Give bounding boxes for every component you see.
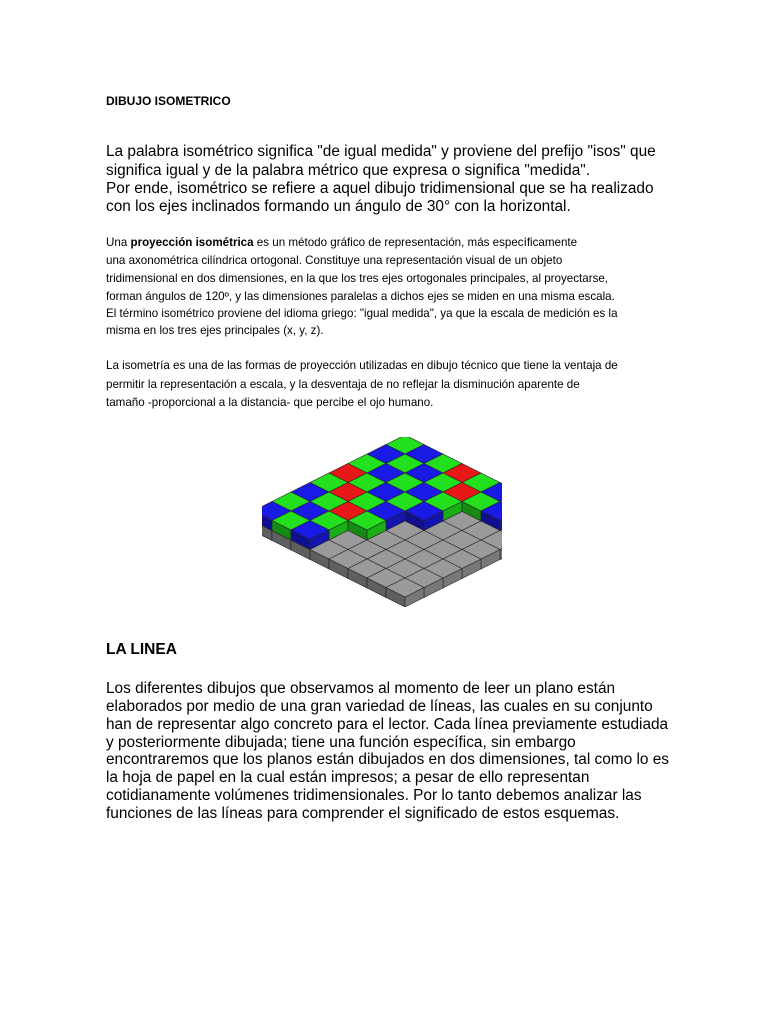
- section-line-6: la hoja de papel en la cual están impresos; a pesar de ello representan: [106, 769, 590, 786]
- projection-lead: Una: [106, 236, 131, 249]
- isometric-cube-figure: [262, 437, 502, 607]
- intro-line-1: La palabra isométrico significa "de igual medida" y proviene del prefijo "isos" que: [106, 143, 656, 160]
- document-title: DIBUJO ISOMETRICO: [106, 94, 231, 108]
- section-line-4: y posteriormente dibujada; tiene una función específica, sin embargo: [106, 734, 576, 751]
- section-line-2: elaborados por medio de una gran variedad de líneas, las cuales en su conjunto: [106, 698, 653, 715]
- intro-line-3: Por ende, isométrico se refiere a aquel dibujo tridimensional que se ha realizado: [106, 180, 654, 197]
- projection-line-6: misma en los tres ejes principales (x, y, z).: [106, 324, 324, 337]
- projection-term: proyección isométrica: [130, 236, 254, 249]
- section-line-5: encontraremos que los planos están dibujados en dos dimensiones, tal como lo es: [106, 751, 669, 768]
- projection-line-1-rest: es un método gráfico de representación, más específicamente: [253, 236, 578, 249]
- intro-line-4: con los ejes inclinados formando un ángulo de 30° con la horizontal.: [106, 198, 571, 215]
- section-title: LA LINEA: [106, 641, 177, 658]
- isometria-line-1: La isometría es una de las formas de proyección utilizadas en dibujo técnico que tiene la ventaja de: [106, 359, 618, 372]
- section-line-1: Los diferentes dibujos que observamos al momento de leer un plano están: [106, 680, 616, 697]
- isometria-line-3: tamaño -proporcional a la distancia- que percibe el ojo humano.: [106, 396, 434, 409]
- projection-line-2: una axonométrica cilíndrica ortogonal. Constituye una representación visual de un objeto: [106, 254, 563, 267]
- isometria-line-2: permitir la representación a escala, y la desventaja de no reflejar la disminución aparente de: [106, 378, 580, 391]
- projection-line-1: [106, 236, 577, 249]
- projection-line-3: tridimensional en dos dimensiones, en la que los tres ejes ortogonales principales, al proyectarse,: [106, 272, 609, 285]
- section-line-8: funciones de las líneas para comprender el significado de estos esquemas.: [106, 805, 620, 822]
- section-line-3: han de representar algo concreto para el lector. Cada línea previamente estudiada: [106, 716, 669, 733]
- projection-line-4: forman ángulos de 120º, y las dimensiones paralelas a dichos ejes se miden en una misma escala.: [106, 290, 615, 303]
- intro-line-2: significa igual y de la palabra métrico que expresa o significa "medida".: [106, 162, 591, 179]
- section-line-7: cotidianamente volúmenes tridimensionales. Por lo tanto debemos analizar las: [106, 787, 642, 804]
- projection-line-5: El término isométrico proviene del idioma griego: "igual medida", ya que la escala de medición es la: [106, 307, 618, 320]
